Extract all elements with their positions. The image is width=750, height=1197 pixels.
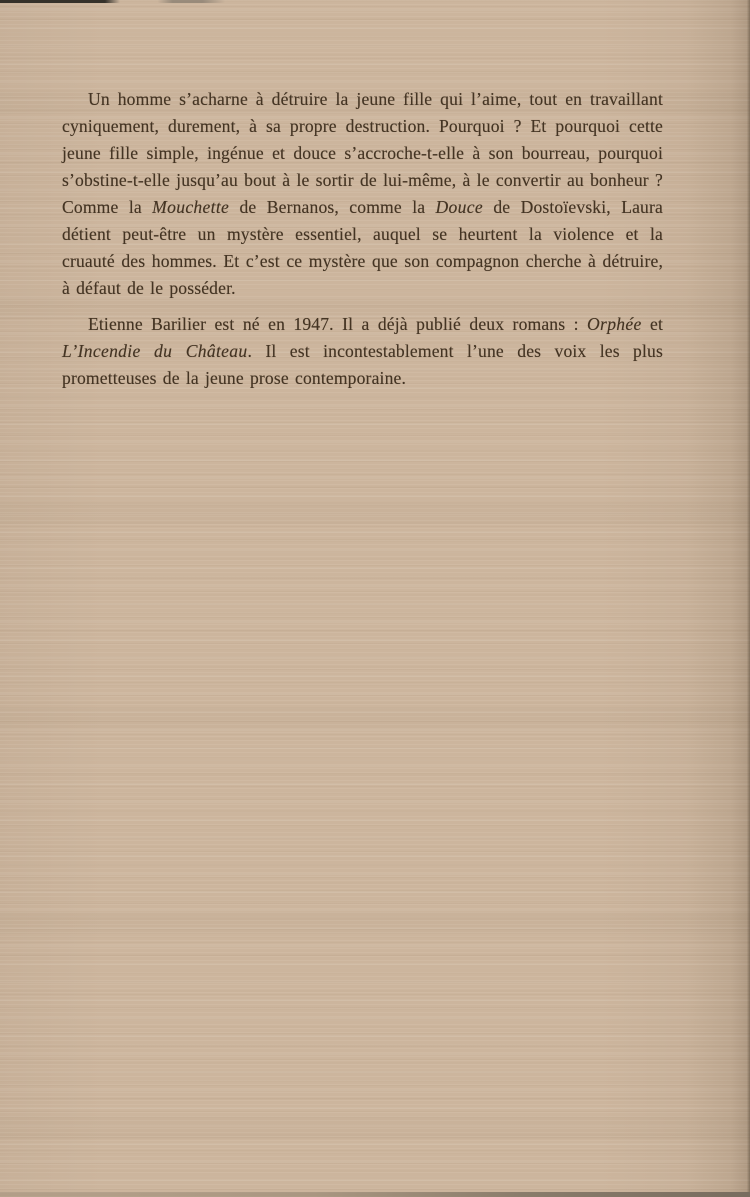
scan-edge-right [686, 0, 750, 1197]
text-run: de Dostoïevski, Laura détient peut-être un mystère essentiel, auquel se heurtent la violence et la cruauté des hommes. Et c’est ce mystère que son compagnon cherche à détruire, à défaut de le posséder. [62, 197, 663, 298]
paragraph-2 [62, 311, 663, 392]
scan-edge-bottom [0, 1192, 750, 1197]
paragraph-1 [62, 86, 663, 302]
text-run: de Bernanos, comme la [229, 197, 436, 217]
scan-edge-top [0, 0, 750, 3]
book-title-italic: Orphée [587, 314, 642, 334]
text-run: . Il est incontestablement l’une des voix les plus prometteuses de la jeune prose contemporaine. [62, 341, 663, 388]
text-run: et [641, 314, 663, 334]
text-run: Un homme s’acharne à détruire la jeune fille qui l’aime, tout en travaillant cyniquement, durement, à sa propre destruction. Pourquoi ? Et pourquoi cette jeune fille simple, ingénue et douce s’accroche-t-elle à son bourreau, pourquoi s’obstine-t-elle jusqu’au bout à le sortir de lui-même, à le convertir au bonheur ? Comme la [62, 89, 663, 217]
text-run: Etienne Barilier est né en 1947. Il a déjà publié deux romans : [88, 314, 588, 334]
book-title-italic: Mouchette [152, 197, 230, 217]
book-title-italic: Douce [435, 197, 483, 217]
back-cover-text [62, 86, 663, 392]
book-title-italic: L’Incendie du Château [62, 341, 248, 361]
